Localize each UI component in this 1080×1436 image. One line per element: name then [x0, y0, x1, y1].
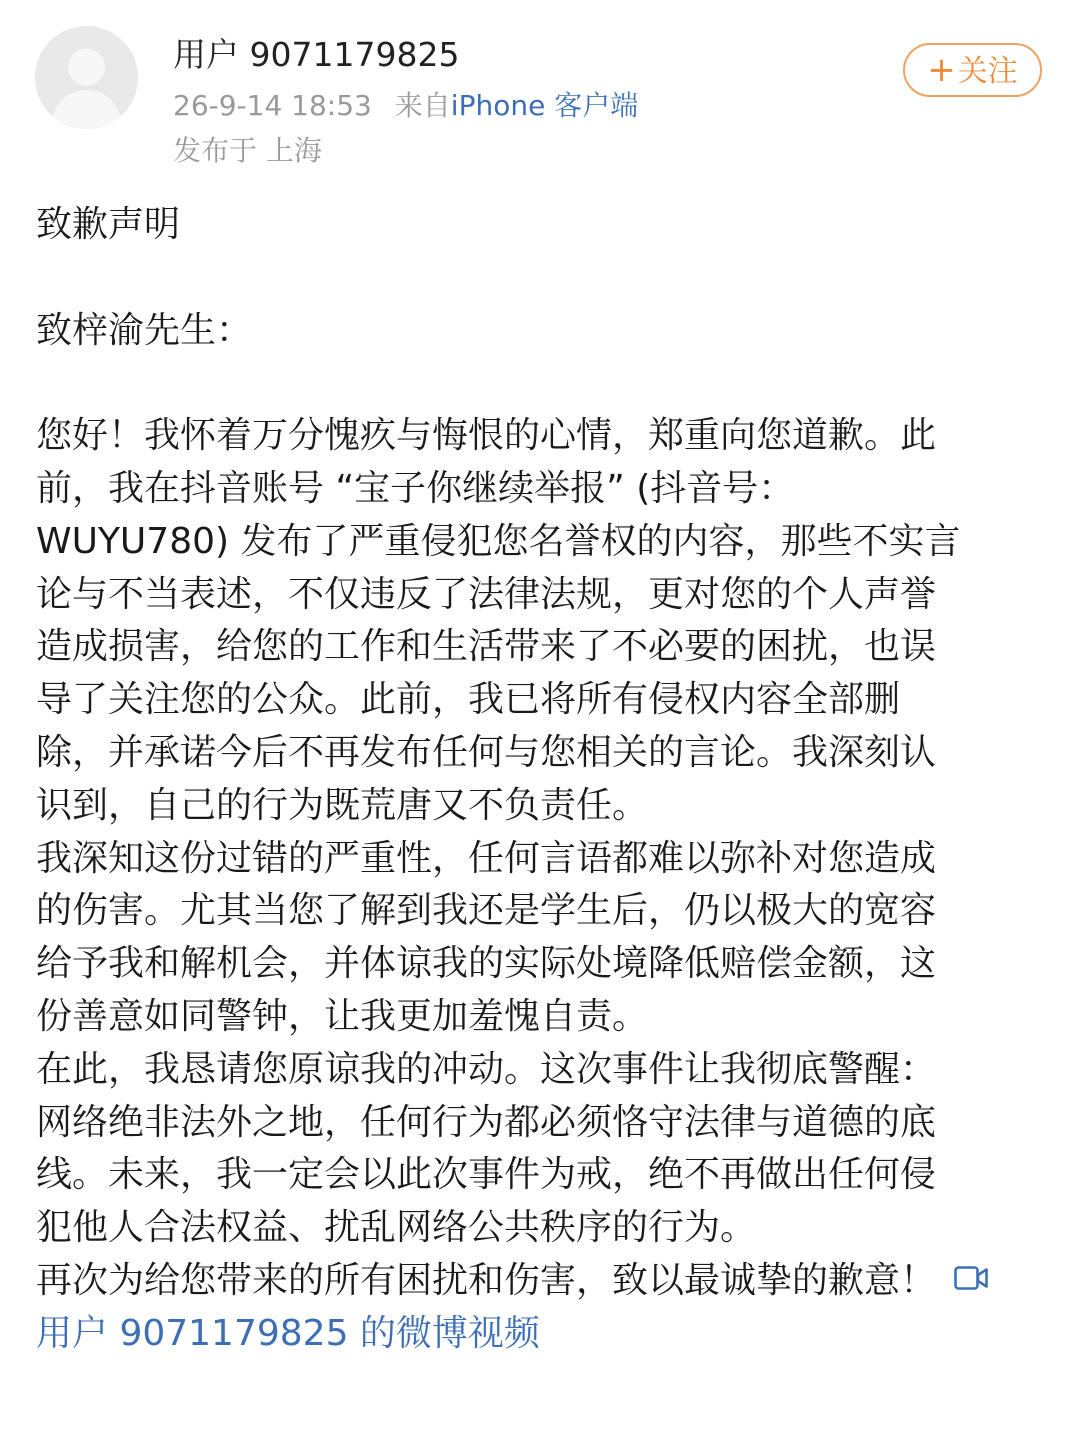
post-content [36, 199, 1046, 1361]
post-line: 前，我在抖音账号 “宝子你继续举报” (抖音号： [36, 467, 795, 509]
post-line: 导了关注您的公众。此前，我已将所有侵权内容全部删 [36, 679, 901, 721]
post-salutation: 致梓渝先生： [36, 309, 253, 351]
default-avatar-icon [35, 26, 138, 129]
post-header [0, 0, 1080, 180]
plus-icon: + [927, 50, 956, 90]
source-prefix: 来自 [394, 89, 451, 122]
post-title: 致歉声明 [36, 204, 181, 245]
post-line-last [36, 1255, 1046, 1308]
post-line: 您好！我怀着万分愧疚与悔恨的心情，郑重向您道歉。此 [36, 415, 937, 457]
post-line: 的伤害。尤其当您了解到我还是学生后，仍以极大的宽容 [36, 890, 937, 932]
post-meta [173, 86, 638, 126]
post-line: 犯他人合法权益、扰乱网络公共秩序的行为。 [36, 1207, 757, 1249]
post-line: 网络绝非法外之地，任何行为都必须恪守法律与道德的底 [36, 1101, 937, 1143]
post-line: 份善意如同警钟，让我更加羞愧自责。 [36, 995, 649, 1037]
post-location: 发布于 上海 [173, 134, 322, 167]
follow-button[interactable] [903, 43, 1042, 97]
post-time: 26-9-14 18:53 [173, 89, 372, 122]
username[interactable]: 用户 9071179825 [173, 35, 460, 74]
post-line: 识到，自己的行为既荒唐又不负责任。 [36, 784, 649, 826]
post-line: 线。未来，我一定会以此次事件为戒，绝不再做出任何侵 [36, 1154, 937, 1196]
follow-label: 关注 [957, 54, 1018, 89]
video-camera-icon[interactable] [954, 1265, 988, 1291]
post-line: 论与不当表述，不仅违反了法律法规，更对您的个人声誉 [36, 573, 937, 615]
post-line: 我深知这份过错的严重性，任何言语都难以弥补对您造成 [36, 837, 937, 879]
post-line: 在此，我恳请您原谅我的冲动。这次事件让我彻底警醒： [36, 1048, 937, 1090]
post-line: 给予我和解机会，并体谅我的实际处境降低赔偿金额，这 [36, 943, 937, 985]
post-line: 造成损害，给您的工作和生活带来了不必要的困扰，也误 [36, 626, 937, 668]
avatar[interactable] [35, 26, 138, 129]
post-line: 除，并承诺今后不再发布任何与您相关的言论。我深刻认 [36, 731, 937, 773]
post-line-text: 再次为给您带来的所有困扰和伤害，致以最诚挚的歉意！ [36, 1259, 937, 1301]
source-device-link[interactable]: iPhone 客户端 [450, 89, 639, 122]
post-line: WUYU780) 发布了严重侵犯您名誉权的内容，那些不实言 [36, 520, 961, 562]
video-link[interactable]: 用户 9071179825 的微博视频 [36, 1312, 540, 1354]
